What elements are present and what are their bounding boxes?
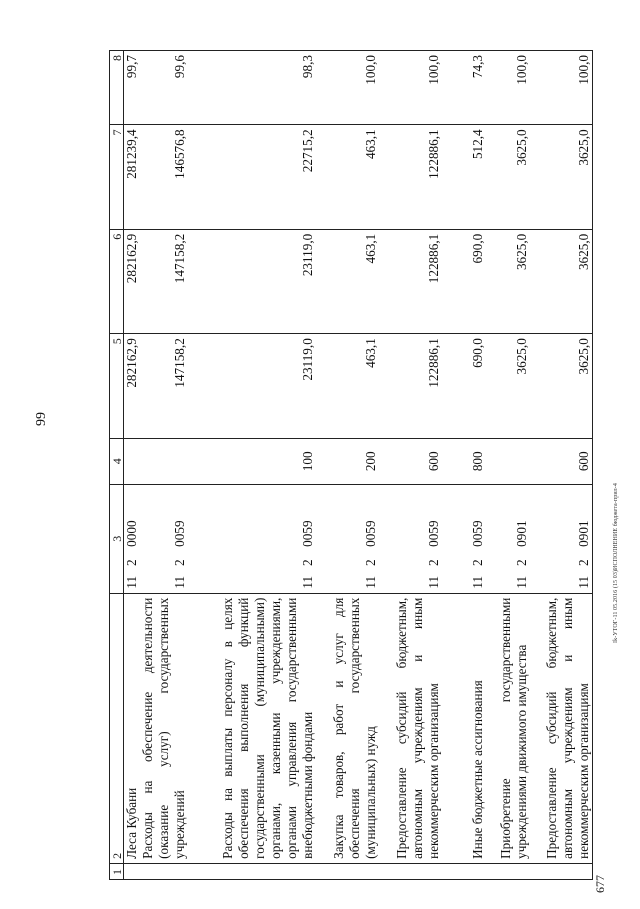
row-code [530,484,593,593]
row-value-5: 3625,0 [486,334,530,438]
row-subsection: 2 [470,559,485,566]
row-section: 11 [514,575,529,589]
row-subsection: 2 [172,559,187,566]
row-value-5: 463,1 [316,334,379,438]
row-code [188,484,316,593]
row-subsection: 2 [514,559,529,566]
row-name: Предоставление субсидий бюджетным, автономным учреждениям и иным некоммерческим организациям [530,593,593,863]
row-name: Иные бюджетные ассигнования [442,593,486,863]
row-section: 11 [172,575,187,589]
row-col-1 [124,863,141,879]
header-col-6: 6 [110,229,124,333]
row-value-7: 281239,4 [124,125,141,229]
row-value-7: 463,1 [316,125,379,229]
row-value-6: 463,1 [316,229,379,333]
row-value-7: 3625,0 [486,125,530,229]
row-value-5: 690,0 [442,334,486,438]
row-article: 0901 [576,520,591,547]
row-code [140,484,188,593]
row-value-5: 122886,1 [379,334,442,438]
row-article: 0059 [426,520,441,547]
table-header-row [110,51,124,880]
row-value-6: 3625,0 [486,229,530,333]
row-section: 11 [426,575,441,589]
row-expense-type: 200 [316,438,379,484]
row-value-7: 3625,0 [530,125,593,229]
row-col-1 [379,863,442,879]
header-col-4: 4 [110,438,124,484]
row-name: Приобретение государственными учреждениями движимого имущества [486,593,530,863]
document-footer-code: Ik-УТОГ-11 05.2016 (15 03)ИСПОЛНЕНИЕ бюджета-прил-4 [613,483,619,643]
row-value-6: 122886,1 [379,229,442,333]
header-col-7: 7 [110,125,124,229]
row-expense-type: 600 [379,438,442,484]
row-value-8: 100,0 [530,51,593,125]
row-value-7: 122886,1 [379,125,442,229]
row-value-6: 3625,0 [530,229,593,333]
row-section: 11 [363,575,378,589]
table-row [486,51,530,880]
budget-table-container [109,50,606,880]
budget-execution-table [109,50,593,880]
row-name: Расходы на обеспечение деятельности (оказание услуг) государственных учреждений [140,593,188,863]
table-row [442,51,486,880]
row-value-6: 690,0 [442,229,486,333]
table-row [140,51,188,880]
header-col-5: 5 [110,334,124,438]
table-row [316,51,379,880]
row-subsection: 2 [300,559,315,566]
row-value-8: 100,0 [316,51,379,125]
row-expense-type: 600 [530,438,593,484]
row-code [316,484,379,593]
row-expense-type [486,438,530,484]
row-code [379,484,442,593]
row-article: 0059 [172,520,187,547]
row-value-7: 146576,8 [140,125,188,229]
row-value-8: 100,0 [486,51,530,125]
header-col-3: 3 [110,484,124,593]
row-value-8: 74,3 [442,51,486,125]
row-code [124,484,141,593]
row-article: 0901 [514,520,529,547]
row-value-6: 282162,9 [124,229,141,333]
row-subsection: 2 [363,559,378,566]
row-col-1 [442,863,486,879]
row-value-5: 147158,2 [140,334,188,438]
row-section: 11 [300,575,315,589]
row-value-5: 3625,0 [530,334,593,438]
row-expense-type [124,438,141,484]
row-value-8: 100,0 [379,51,442,125]
row-article: 0059 [300,520,315,547]
row-name: Расходы на выплаты персоналу в целях обеспечения выполнения функций государственными (муниципальными) органами, казенными учреждениями, органами управления государственными внебюджетными фондами [188,593,316,863]
row-expense-type [140,438,188,484]
header-col-8: 8 [110,51,124,125]
row-value-6: 147158,2 [140,229,188,333]
row-col-1 [316,863,379,879]
row-value-5: 23119,0 [188,334,316,438]
sheet-number: 677 [593,875,607,893]
row-value-5: 282162,9 [124,334,141,438]
row-col-1 [188,863,316,879]
row-value-6: 23119,0 [188,229,316,333]
row-article: 0000 [124,520,139,547]
row-section: 11 [124,575,139,589]
row-section: 11 [470,575,485,589]
row-col-1 [530,863,593,879]
row-name: Закупка товаров, работ и услуг для обеспечения государственных (муниципальных) нужд [316,593,379,863]
header-col-1: 1 [110,863,124,879]
row-name: Леса Кубани [124,593,141,863]
page-number: 99 [34,412,49,426]
row-subsection: 2 [426,559,441,566]
row-col-1 [486,863,530,879]
row-expense-type: 800 [442,438,486,484]
table-row [188,51,316,880]
row-subsection: 2 [124,559,139,566]
row-code [486,484,530,593]
table-row [530,51,593,880]
row-expense-type: 100 [188,438,316,484]
row-value-8: 99,7 [124,51,141,125]
row-article: 0059 [363,520,378,547]
row-subsection: 2 [576,559,591,566]
header-col-2: 2 [110,593,124,863]
row-col-1 [140,863,188,879]
row-section: 11 [576,575,591,589]
row-code [442,484,486,593]
row-value-7: 22715,2 [188,125,316,229]
table-row [124,51,141,880]
row-value-7: 512,4 [442,125,486,229]
row-name: Предоставление субсидий бюджетным, автономным учреждениям и иным некоммерческим организациям [379,593,442,863]
row-value-8: 99,6 [140,51,188,125]
row-article: 0059 [470,520,485,547]
table-row [379,51,442,880]
row-value-8: 98,3 [188,51,316,125]
